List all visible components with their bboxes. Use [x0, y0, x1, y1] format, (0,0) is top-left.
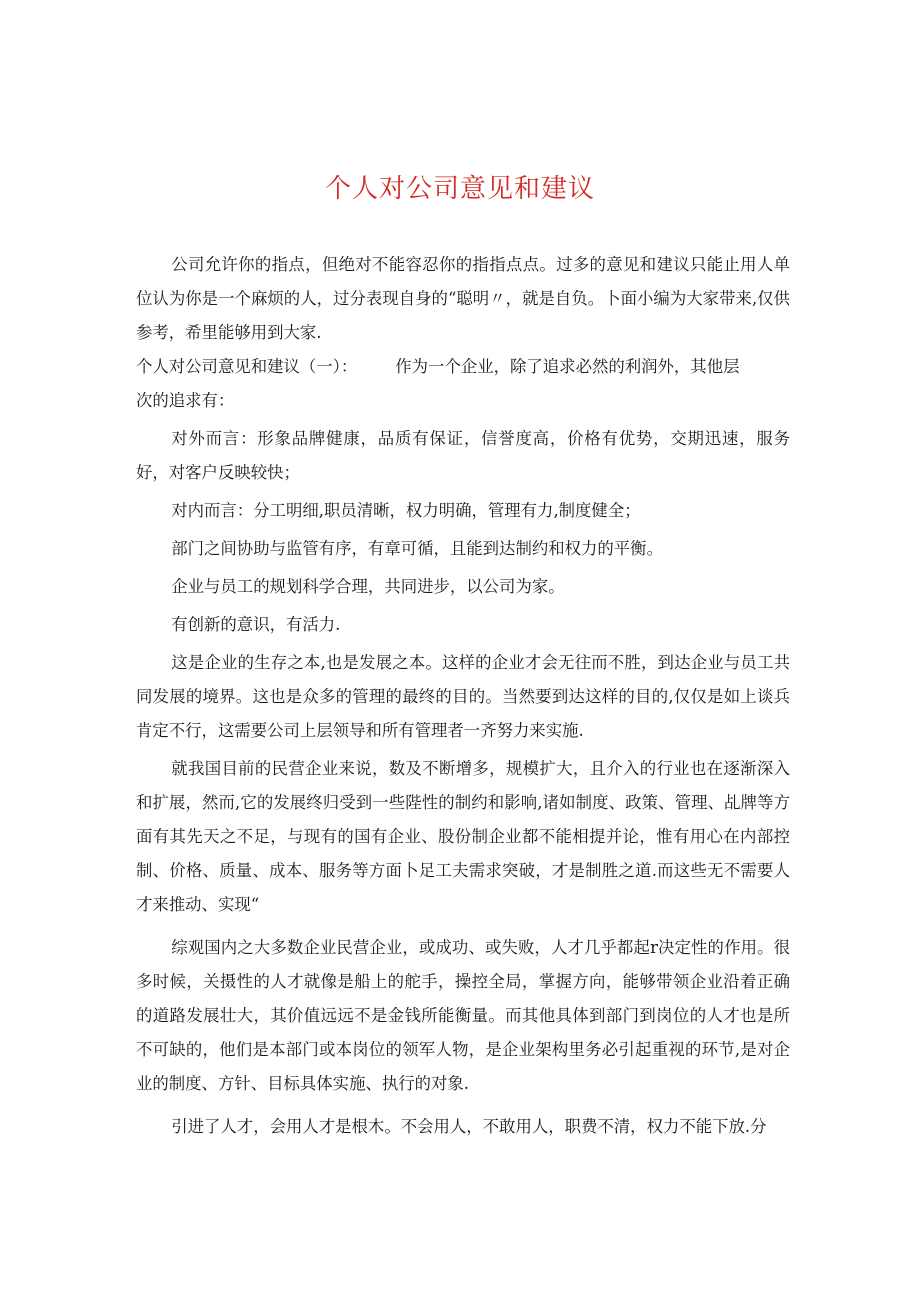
talent-paragraph: 综观国内之大多数企业民营企业，或成功、或失败，人才几乎都起r决定性的作用。很多时候，关摄性的人才就像是船上的舵手，操控全局，掌握方向，能够带领企业沿着正确的道路发展壮大，其价值远远不是金钱所能衡量。而其他具体到部门到岗位的人才也是所不可缺的，他们是本部门或本岗位的领军人物，是企业架构里务必引起重视的环节,是对企业的制度、方针、目标具体实施、执行的对象.	[136, 938, 790, 1093]
section-heading-line	[136, 350, 790, 384]
department-paragraph: 部门之间协助与监管有序，有章可循，且能到达制约和权力的平衡。	[171, 539, 663, 558]
section-heading: 个人对公司意见和建议（一）：	[136, 357, 358, 376]
document-title: 个人对公司意见和建议	[324, 174, 595, 204]
last-paragraph: 引进了人才，会用人才是根木。不会用人，不敢用人，职费不清，权力不能下放.分	[171, 1117, 767, 1136]
section-heading-continuation: 作为一个企业，除了追求必然的利润外，其他层	[395, 357, 740, 376]
private-enterprise-paragraph: 就我国目前的民营企业来说，数及不断增多，规模扩大，且介入的行业也在逐渐深入和扩展，然而,它的发展终归受到一些陛性的制约和影响,诸如制度、政策、管理、乩牌等方面有其先天之不足，与现有的国有企业、股份制企业都不能相提并论，惟有用心在内部控制、价格、质量、成本、服务等方面卜足工夫需求突破，才是制胜之道.而这些无不需要人才来推动、实现“	[136, 759, 790, 914]
internal-paragraph: 对内而言：分工明细,职员清晰，权力明确，管理有力,制度健全；	[171, 501, 641, 520]
document-body	[136, 248, 790, 1144]
foundation-paragraph: 这是企业的生存之本,也是发展之本。这样的企业才会无往而不胜，到达企业与员工共同发展的境界。这也是众多的管理的最终的目的。当然要到达这样的目的,仅仅是如上谈兵肯定不行，这需要公司上层领导和所有管理者一齐努力来实施.	[136, 653, 790, 740]
employee-paragraph: 企业与员工的规划科学合理，共同进步，以公司为家。	[171, 577, 565, 596]
innovation-paragraph: 有创新的意识，有活力.	[171, 615, 341, 634]
section-heading-second-line: 次的追求有：	[136, 391, 235, 410]
external-paragraph: 对外而言：形象品牌健康，品质有保证，信誉度高，价格有优势，交期迅速，服务好，对客户反映较快；	[136, 429, 790, 482]
intro-paragraph: 公司允许你的指点，但绝对不能容忍你的指指点点。过多的意见和建议只能止用人单位认为你是一个麻烦的人，过分表现自身的“聪明〃，就是自负。卜面小编为大家带来,仅供参考，希里能够用到大家.	[136, 255, 790, 342]
